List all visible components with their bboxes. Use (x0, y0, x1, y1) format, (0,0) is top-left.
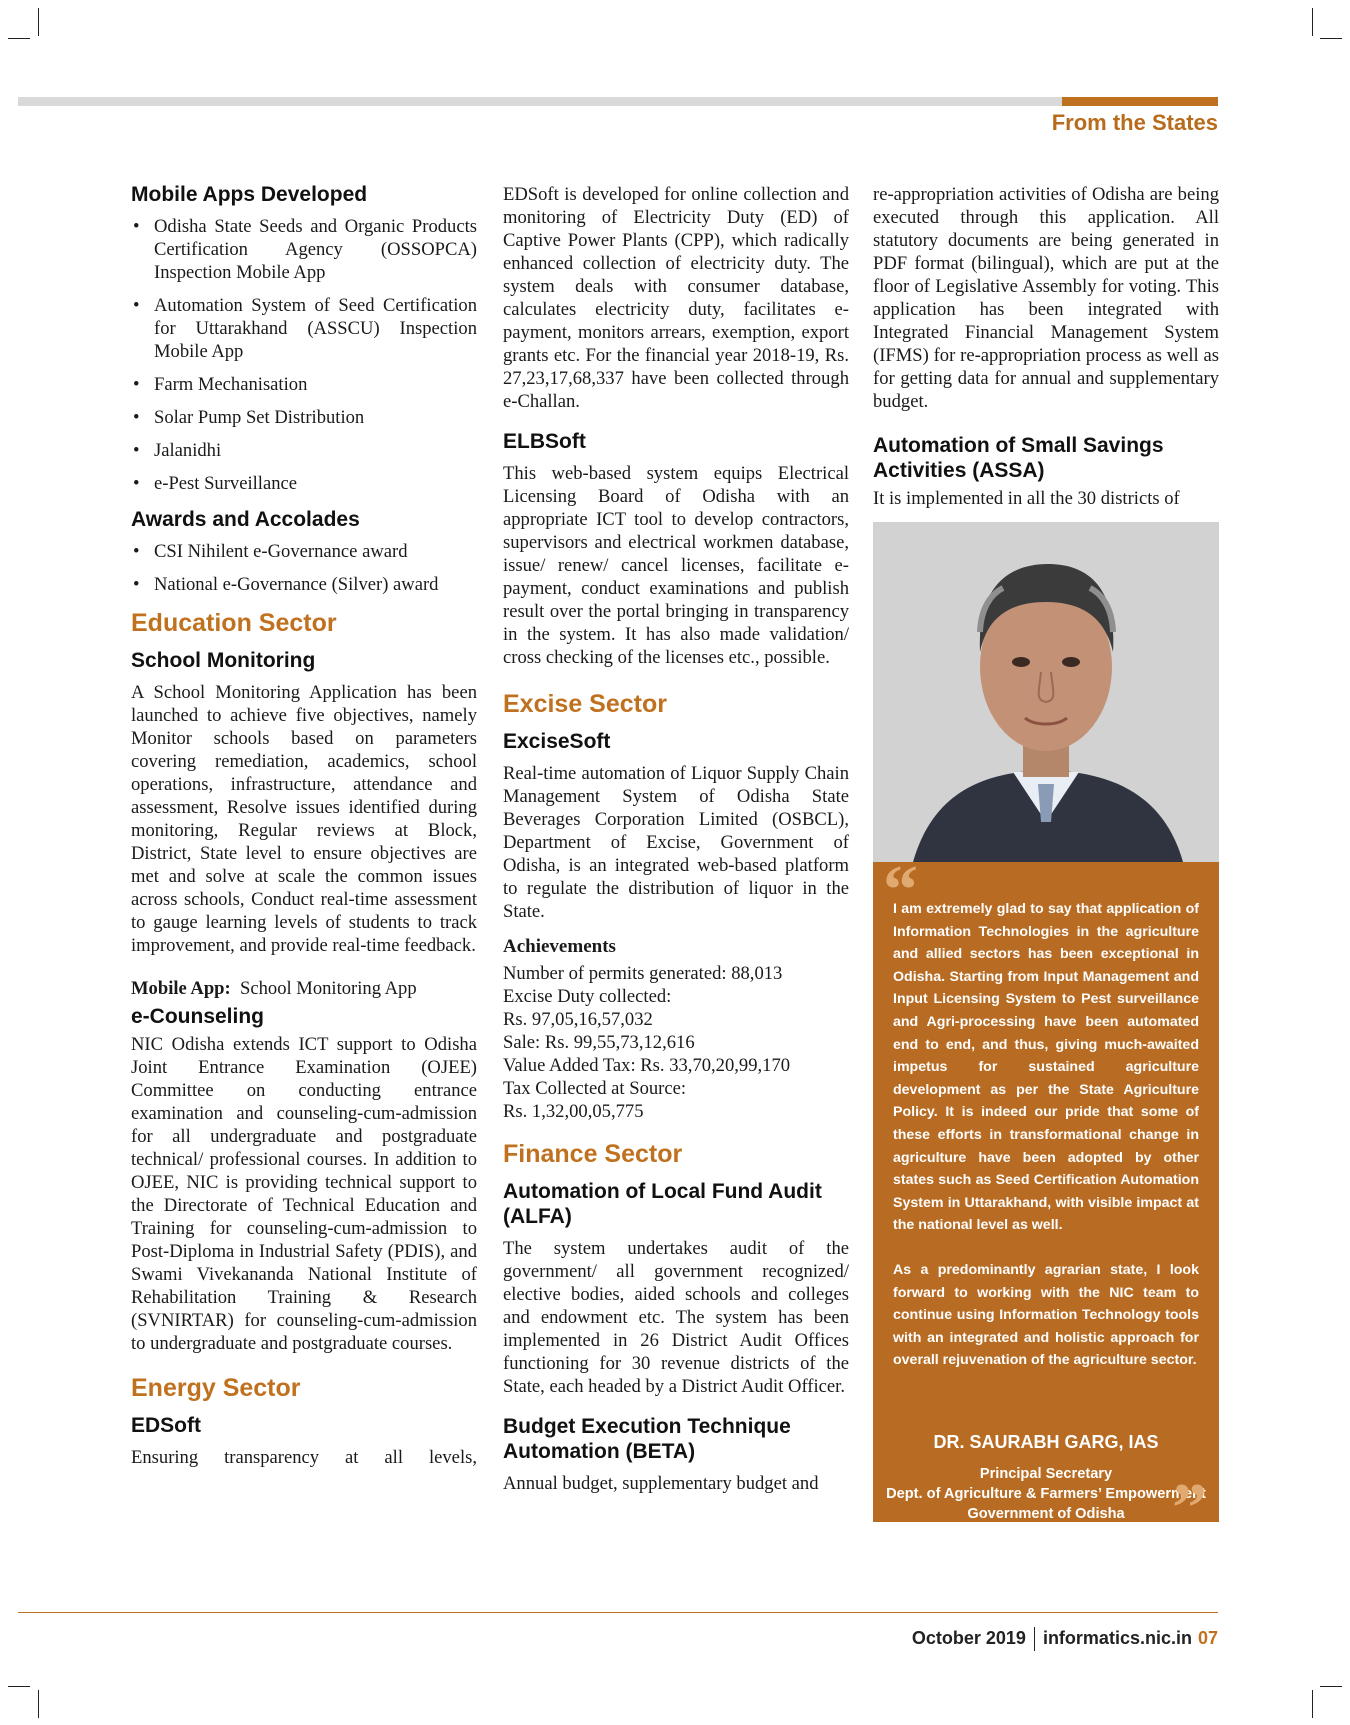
portrait-illustration (873, 522, 1219, 862)
ecounsel-text: NIC Odisha extends ICT support to Odisha Joint Entrance Examination (OJEE) Committee on conducting entrance examination and counseling-cum-admission for all undergraduate and postgraduate technical/ professional courses. In addition to OJEE, NIC is providing technical support to the Directorate of Technical Education and Training for counseling-cum-admission to Post-Diploma in Industrial Safety (PDIS), and Swami Vivekananda National Institute of Rehabilitation Training & Research (SVNIRTAR) for counseling-cum-admission to undergraduate and postgraduate courses. (131, 1034, 477, 1354)
footer-site: informatics.nic.in (1042, 1627, 1192, 1648)
list-item: • Automation System of Seed Certification for Uttarakhand (ASSCU) Inspection Mobile App (131, 294, 477, 363)
list-item: • Solar Pump Set Distribution (131, 406, 477, 429)
education-heading: Education Sector (131, 609, 337, 637)
school-heading: School Monitoring (131, 649, 316, 672)
page-number: 07 (1197, 1627, 1218, 1648)
crop-mark (38, 1690, 39, 1718)
footer (912, 1627, 1218, 1651)
list-item: • National e-Governance (Silver) award (131, 573, 477, 596)
alfa-text: The system undertakes audit of the government/ all government recognized/ elective bodies, aided schools and colleges and endowment etc. The system has been implemented in 26 District Audit Offices functioning for 30 revenue districts of the State, each headed by a District Audit Officer. (503, 1238, 849, 1397)
apps-heading: Mobile Apps Developed (131, 183, 368, 206)
alfa-heading: Automation of Local Fund Audit (ALFA) (503, 1180, 822, 1228)
crop-mark (1312, 1690, 1313, 1718)
crop-mark (1320, 38, 1342, 39)
footer-rule (18, 1612, 1218, 1613)
edsoft-text: EDSoft is developed for online collection and monitoring of Electricity Duty (ED) of Captive Power Plants (CPP), which radically enhanced collection of electricity duty. The system deals with consumer database, calculates electricity duty, facilitates e-payment, monitors arrears, exemption, export grants etc. For the financial year 2018-19, Rs. 27,23,17,68,337 have been collected through e-Challan. (503, 184, 849, 412)
assa-start: It is implemented in all the 30 districts of (873, 488, 1180, 509)
header-rule (18, 97, 1218, 106)
achievement-line: Rs. 1,32,00,05,775 (503, 1101, 644, 1122)
quote-paragraph: As a predominantly agrarian state, I look forward to working with the NIC team to continue using Information Technology tools with an integrated and holistic approach for overall rejuvenation of the agriculture sector. (893, 1261, 1199, 1369)
elbsoft-text: This web-based system equips Electrical Licensing Board of Odisha with an appropriate ICT tool to develop contractors, supervisors and electrical workmen database, issue/ renew/ cancel licenses, facilitate e-payment, conduct examinations and publish result over the portal bringing in transparency in the system. It has also made validation/ cross checking of the licenses etc., possible. (503, 463, 849, 668)
beta-heading: Budget Execution Technique Automation (BETA) (503, 1415, 791, 1463)
crop-mark (1312, 8, 1313, 36)
achievement-line: Tax Collected at Source: (503, 1078, 687, 1099)
list-item: • Jalanidhi (131, 439, 477, 462)
apps-list (131, 215, 477, 495)
achievements-list (503, 962, 849, 1123)
section-label: From the States (1051, 110, 1218, 135)
column-3 (873, 183, 1219, 522)
role-line: Government of Odisha (967, 1506, 1125, 1522)
footer-date: October 2019 (911, 1627, 1026, 1648)
mobile-app-line (131, 977, 477, 1000)
quote-author-name: DR. SAURABH GARG, IAS (933, 1432, 1159, 1452)
column-2 (503, 183, 849, 1507)
excise-heading: Excise Sector (503, 690, 667, 718)
list-item: • Odisha State Seeds and Organic Products Certification Agency (OSSOPCA) Inspection Mobile App (131, 215, 477, 284)
ecounsel-heading: e-Counseling (131, 1005, 265, 1028)
beta-start: Annual budget, supplementary budget and (503, 1473, 819, 1494)
mobile-app-label: Mobile App: (131, 978, 231, 999)
list-item: • e-Pest Surveillance (131, 472, 477, 495)
elbsoft-heading: ELBSoft (503, 430, 586, 453)
portrait-photo (873, 522, 1219, 862)
crop-mark (8, 38, 30, 39)
awards-heading: Awards and Accolades (131, 508, 360, 531)
list-item: • CSI Nihilent e-Governance award (131, 540, 477, 563)
quote-box (873, 852, 1219, 1547)
edsoft-start: Ensuring transparency at all levels, (131, 1447, 477, 1468)
header-accent-bar (1062, 97, 1218, 106)
list-item: • Farm Mechanisation (131, 373, 477, 396)
close-quote-icon: ” (1172, 1470, 1207, 1547)
assa-heading: Automation of Small Savings Activities (ASSA) (873, 434, 1164, 482)
crop-mark (38, 8, 39, 36)
achievement-line: Value Added Tax: Rs. 33,70,20,99,170 (503, 1055, 791, 1076)
open-quote-icon: “ (883, 852, 918, 929)
energy-heading: Energy Sector (131, 1374, 301, 1402)
mobile-app-value: School Monitoring App (240, 978, 417, 999)
footer-separator (1034, 1627, 1035, 1651)
quote-author-role (873, 1464, 1219, 1524)
edsoft-heading: EDSoft (131, 1414, 201, 1437)
achievement-line: Excise Duty collected: (503, 986, 672, 1007)
awards-list (131, 540, 477, 596)
finance-heading: Finance Sector (503, 1140, 683, 1168)
achievement-line: Number of permits generated: 88,013 (503, 963, 783, 984)
crop-mark (1320, 1686, 1342, 1687)
excisesoft-heading: ExciseSoft (503, 730, 611, 753)
role-line: Principal Secretary (979, 1466, 1113, 1482)
achievement-line: Sale: Rs. 99,55,73,12,616 (503, 1032, 695, 1053)
achievement-line: Rs. 97,05,16,57,032 (503, 1009, 653, 1030)
beta-text: re-appropriation activities of Odisha are being executed through this application. All statutory documents are being generated in PDF format (bilingual), which are put at the floor of Legislative Assembly for voting. This application has been integrated with Integrated Financial Management System (IFMS) for re-appropriation process as well as for getting data for annual and supplementary budget. (873, 184, 1219, 412)
quote-text (893, 898, 1199, 1394)
column-1 (131, 182, 477, 1481)
excisesoft-text: Real-time automation of Liquor Supply Chain Management System of Odisha State Beverages Corporation Limited (OSBCL), Department of Excise, Government of Odisha, is an integrated web-based platform to regulate the distribution of liquor in the State. (503, 763, 849, 922)
role-line: Dept. of Agriculture & Farmers’ Empowerment (886, 1486, 1206, 1502)
school-text: A School Monitoring Application has been launched to achieve five objectives, namely Monitor schools based on parameters covering remediation, academics, school operations, infrastructure, attendance and assessment, Resolve issues identified during monitoring, Regular reviews at Block, District, State level to ensure objectives are met and solve at scale the common issues across schools, Conduct real-time assessment to gauge learning levels of students to track improvement, and provide real-time feedback. (131, 682, 477, 956)
quote-paragraph: I am extremely glad to say that application of Information Technologies in the agriculture and allied sectors has been exceptional in Odisha. Starting from Input Management and Input Licensing System to Pest surveillance and Agri-processing have been automated end to end, and thus, giving much-awaited impetus for sustained agriculture development as per the State Agriculture Policy. It is indeed our pride that some of these efforts in transformational change in agriculture have been adopted by other states such as Seed Certification Automation System in Uttarakhand, with visible impact at the national level as well. (893, 901, 1199, 1234)
achievements-heading: Achievements (503, 936, 616, 957)
crop-mark (8, 1686, 30, 1687)
